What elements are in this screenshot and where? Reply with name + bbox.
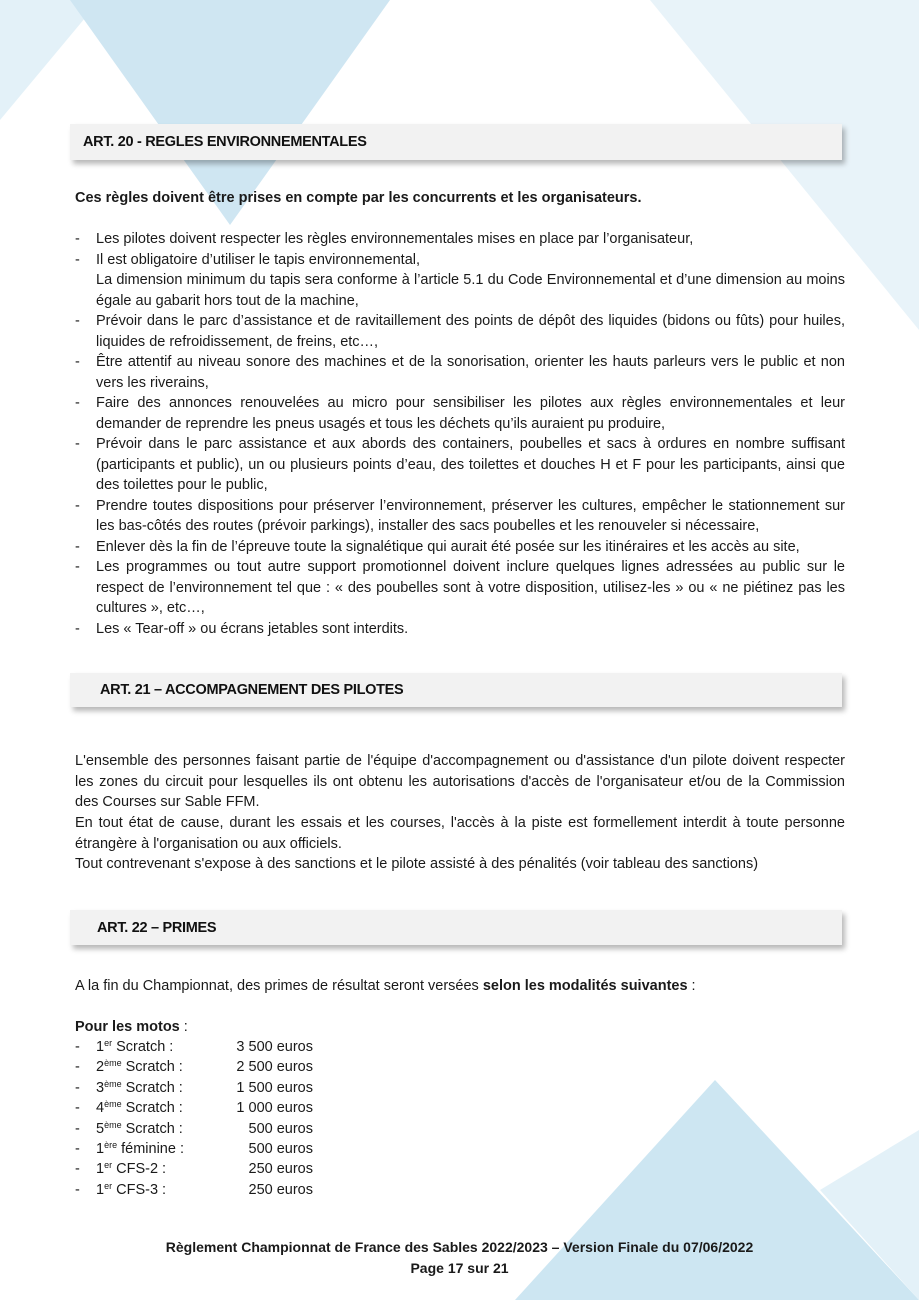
section-paragraph: L'ensemble des personnes faisant partie de l'équipe d'accompagnement ou d'assistance d'un pilote doivent respecter les zones du circuit pour lesquelles ils ont obtenu les autorisations d'accès de l'organisateur et/ou de la Commission des Courses sur Sable FFM. — [75, 753, 845, 810]
page-footer — [0, 1237, 919, 1279]
list-item — [75, 250, 845, 312]
prize-amount: 1 000 euros — [236, 1100, 313, 1117]
list-item: - Faire des annonces renouvelées au micro pour sensibiliser les pilotes aux règles environnementales et leur demander de reprendre les pneus usagés et tous les déchets qu’ils auraient pu produire, — [75, 393, 845, 434]
list-item-text: Il est obligatoire d’utiliser le tapis environnemental, — [96, 251, 421, 268]
prize-row: - 1er CFS-2 : 250 euros — [75, 1159, 375, 1179]
primes-intro: A la fin du Championnat, des primes de résultat seront versées selon les modalités suivantes : — [75, 978, 696, 994]
list-item: - Enlever dès la fin de l’épreuve toute la signalétique qui aurait été posée sur les itinéraires et les accès au site, — [75, 537, 845, 558]
environmental-rules-list — [75, 229, 845, 639]
section-title: ART. 22 – PRIMES — [97, 920, 217, 936]
list-item: - Prévoir dans le parc d’assistance et de ravitaillement des points de dépôt des liquides (bidons ou fûts) pour huiles, liquides de refroidissement, de freins, etc…, — [75, 311, 845, 352]
prize-row: - 1er CFS-3 : 250 euros — [75, 1180, 375, 1200]
prize-amount: 2 500 euros — [236, 1059, 313, 1076]
section-header-art-20 — [70, 124, 842, 160]
prize-row: - 1er Scratch : 3 500 euros — [75, 1037, 375, 1057]
prize-amount: 3 500 euros — [236, 1039, 313, 1055]
page-number: Page 17 sur 21 — [410, 1260, 509, 1276]
prize-amount: 250 euros — [248, 1181, 313, 1198]
prize-row: - 3ème Scratch : 1 500 euros — [75, 1078, 375, 1098]
list-item: - Les « Tear-off » ou écrans jetables sont interdits. — [75, 619, 845, 640]
footer-title: Règlement Championnat de France des Sables 2022/2023 – Version Finale du 07/06/2022 — [165, 1239, 754, 1255]
section-header-art-21 — [70, 673, 842, 707]
prize-amount: 1 500 euros — [236, 1079, 313, 1096]
prize-row: - 2ème Scratch : 2 500 euros — [75, 1057, 375, 1077]
prize-list — [75, 1037, 375, 1200]
list-item-note: La dimension minimum du tapis sera conforme à l’article 5.1 du Code Environnemental et d’une dimension au moins égale au gabarit hors tout de la machine, — [96, 272, 845, 309]
prize-amount: 500 euros — [248, 1140, 313, 1157]
list-item: - Être attentif au niveau sonore des machines et de la sonorisation, orienter les hauts parleurs vers le public et non vers les riverains, — [75, 352, 845, 393]
prize-row: - 4ème Scratch : 1 000 euros — [75, 1098, 375, 1118]
section-title: ART. 20 - REGLES ENVIRONNEMENTALES — [83, 134, 367, 150]
section-intro: Ces règles doivent être prises en compte par les concurrents et les organisateurs. — [75, 190, 642, 206]
motos-label: Pour les motos : — [75, 1019, 188, 1035]
list-item: - Prendre toutes dispositions pour préserver l’environnement, préserver les cultures, empêcher le stationnement sur les bas-côtés des routes (prévoir parkings), installer des sacs poubelles et les renouveler si nécessaire, — [75, 496, 845, 537]
prize-row: - 5ème Scratch : 500 euros — [75, 1119, 375, 1139]
prize-row: - 1ère féminine : 500 euros — [75, 1139, 375, 1159]
section-paragraph: En tout état de cause, durant les essais et les courses, l'accès à la piste est formellement interdit à toute personne étrangère à l'organisation ou aux officiels. — [75, 815, 845, 852]
list-item: - Les programmes ou tout autre support promotionnel doivent inclure quelques lignes adressées au public sur le respect de l’environnement tel que : « des poubelles sont à votre disposition, utilisez-les » ou « ne piétinez pas les cultures », etc…, — [75, 557, 845, 619]
list-item: - Les pilotes doivent respecter les règles environnementales mises en place par l’organisateur, — [75, 229, 845, 250]
section-title: ART. 21 – ACCOMPAGNEMENT DES PILOTES — [100, 682, 404, 698]
list-item: - Prévoir dans le parc assistance et aux abords des containers, poubelles et sacs à ordures en nombre suffisant (participants et public), un ou plusieurs points d’eau, des toilettes et douches H et F pour les participants, ainsi que des toilettes pour le public, — [75, 434, 845, 496]
prize-amount: 250 euros — [248, 1161, 313, 1178]
section-paragraph: Tout contrevenant s'expose à des sanctions et le pilote assisté à des pénalités (voir tableau des sanctions) — [75, 856, 759, 872]
section-header-art-22 — [70, 910, 842, 945]
prize-amount: 500 euros — [248, 1120, 313, 1137]
